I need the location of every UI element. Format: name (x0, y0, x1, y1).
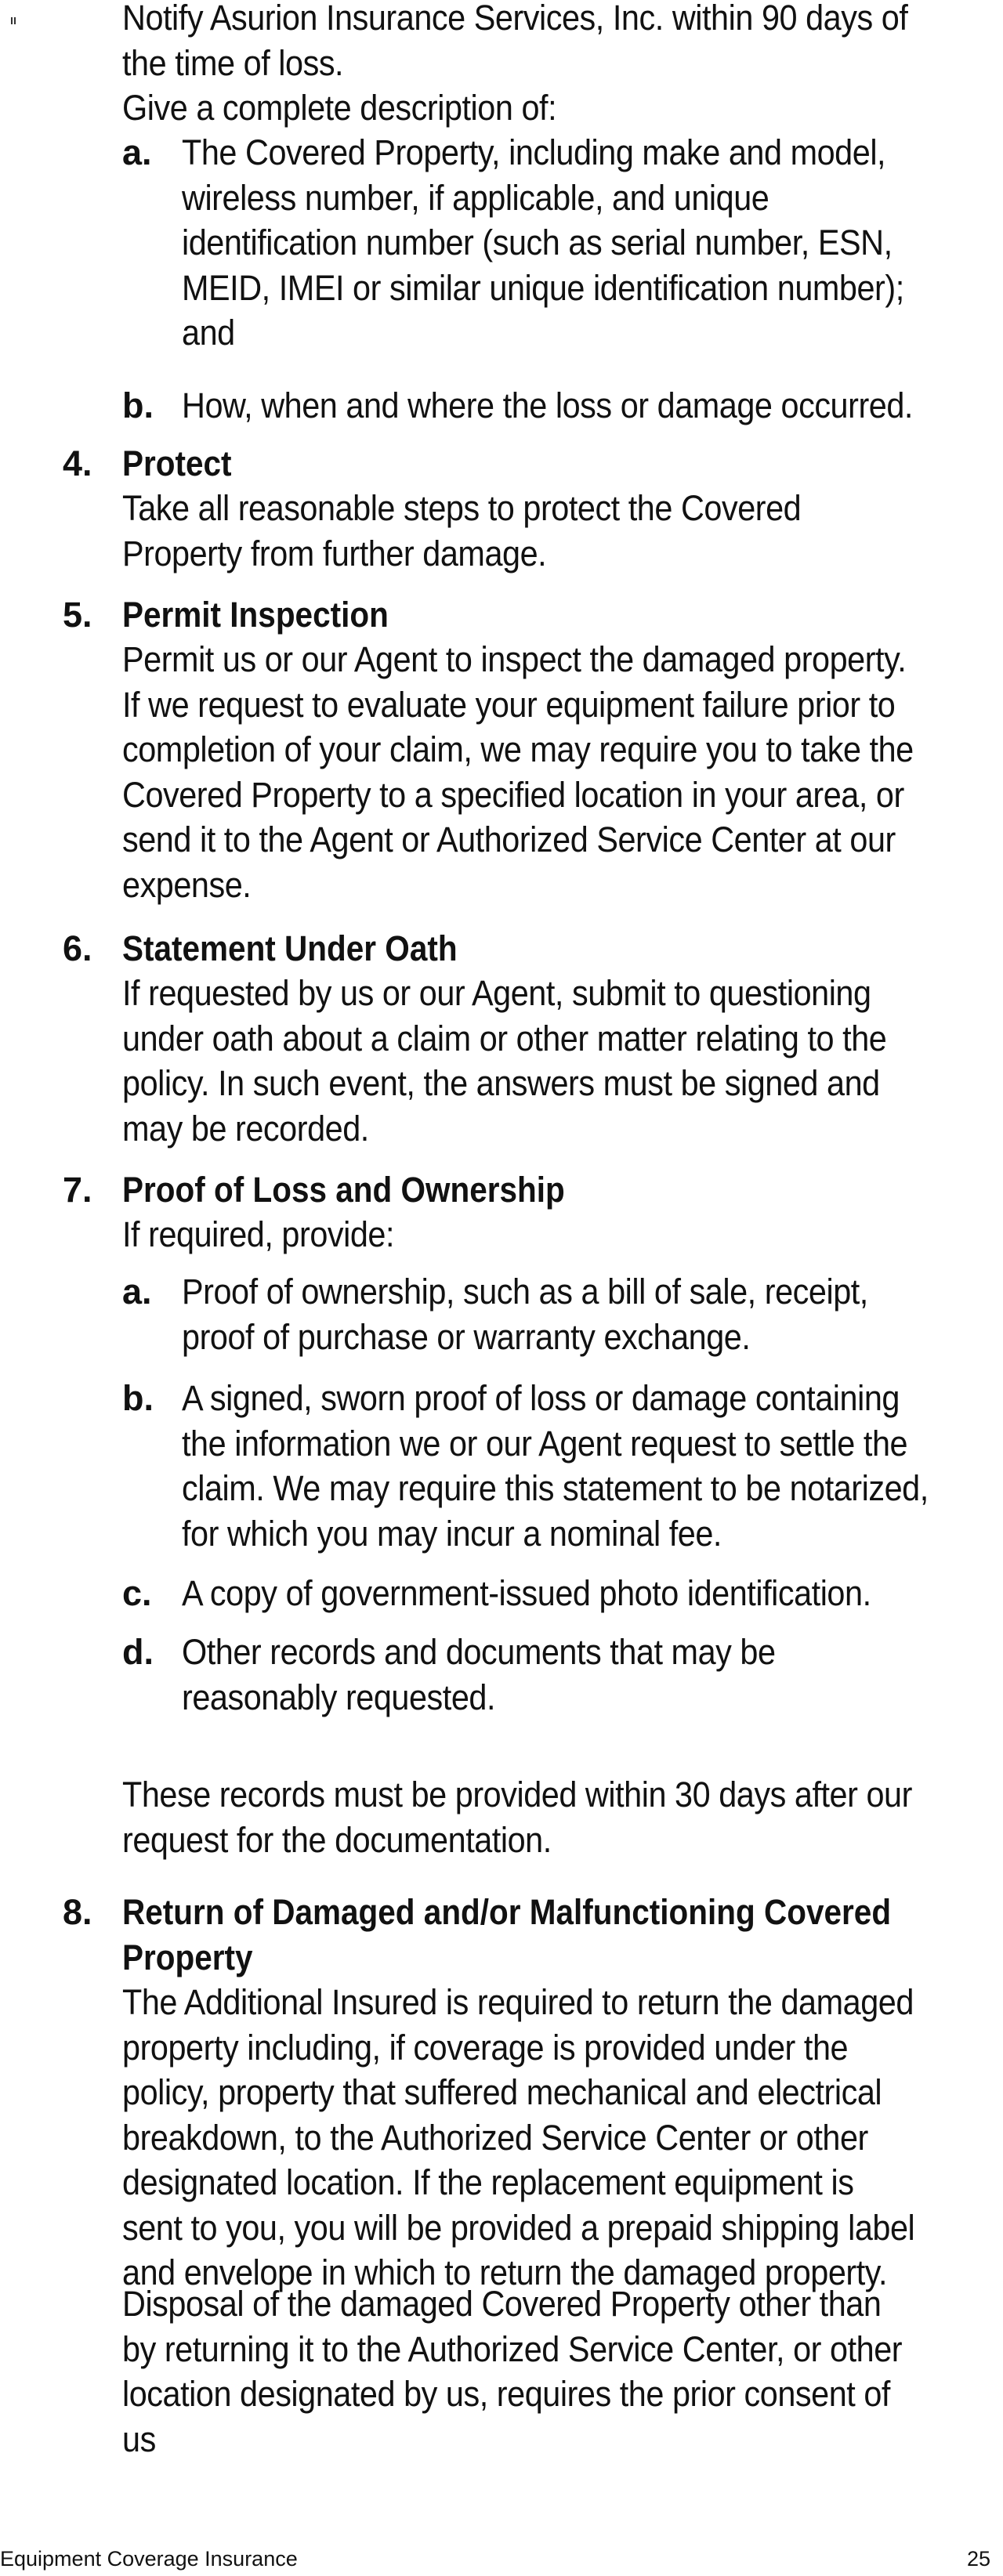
intro-item-b-text: How, when and where the loss or damage occurred. (182, 385, 913, 425)
footer-title: Equipment Coverage Insurance (0, 2547, 298, 2571)
section-4-body: Take all reasonable steps to protect the Covered Property from further damage. (122, 488, 802, 573)
section-5-heading: Permit Inspection (122, 595, 389, 635)
section-7-item-b-text: A signed, sworn proof of loss or damage containing the information we or our Agent request to settle the claim. We may require this statement to be notarized, for which you may incur a nominal fee. (182, 1378, 929, 1554)
section-7-item-b-label: b. (122, 1378, 154, 1418)
section-8-number: 8. (63, 1892, 92, 1932)
intro-description-text: Give a complete description of: (122, 88, 557, 128)
section-7-number: 7. (63, 1170, 92, 1210)
section-7-item-c-label: c. (122, 1573, 152, 1613)
section-7-item-d-text: Other records and documents that may be reasonably requested. (182, 1632, 776, 1717)
section-7-body: If required, provide: (122, 1214, 395, 1254)
section-6-heading: Statement Under Oath (122, 928, 458, 968)
section-5-number: 5. (63, 595, 92, 635)
intro-item-a-label: a. (122, 132, 152, 172)
section-8-body-2: Disposal of the damaged Covered Property other than by returning it to the Authorized Service Center, or other location designated by us, requires the prior consent of us (122, 2284, 903, 2459)
section-7-item-c-text: A copy of government-issued photo identification. (182, 1573, 871, 1613)
list-bullet-icon (11, 17, 18, 24)
section-7-item-a-text: Proof of ownership, such as a bill of sale, receipt, proof of purchase or warranty exchange. (182, 1272, 868, 1357)
section-4-heading: Protect (122, 443, 232, 483)
section-7-heading: Proof of Loss and Ownership (122, 1170, 565, 1210)
intro-item-b-label: b. (122, 385, 154, 425)
section-7-note: These records must be provided within 30 days after our request for the documentation. (122, 1775, 912, 1860)
section-7-item-a-label: a. (122, 1272, 152, 1312)
section-8-body: The Additional Insured is required to return the damaged property including, if coverage is provided under the policy, property that suffered mechanical and electrical breakdown, to the Authorized Service Center or other designated location. If the replacement equipment is sent to you, you will be provided a prepaid shipping label and envelope in which to return the damaged property. (122, 1982, 915, 2292)
section-4-number: 4. (63, 443, 92, 483)
page-number: 25 (966, 2547, 990, 2571)
intro-notify-text: Notify Asurion Insurance Services, Inc. within 90 days of the time of loss. (122, 0, 908, 83)
section-6-body: If requested by us or our Agent, submit to questioning under oath about a claim or other matter relating to the policy. In such event, the answers must be signed and may be recorded. (122, 973, 887, 1149)
section-5-body: Permit us or our Agent to inspect the damaged property. If we request to evaluate your equipment failure prior to completion of your claim, we may require you to take the Covered Property to a specified location in your area, or send it to the Agent or Authorized Service Center at our expense. (122, 639, 914, 905)
intro-item-a-text: The Covered Property, including make and model, wireless number, if applicable, and unique identification number (such as serial number, ESN, MEID, IMEI or similar unique identification number); and (182, 132, 904, 353)
section-6-number: 6. (63, 928, 92, 968)
section-7-item-d-label: d. (122, 1632, 154, 1672)
section-8-heading: Return of Damaged and/or Malfunctioning Covered Property (122, 1892, 892, 1977)
